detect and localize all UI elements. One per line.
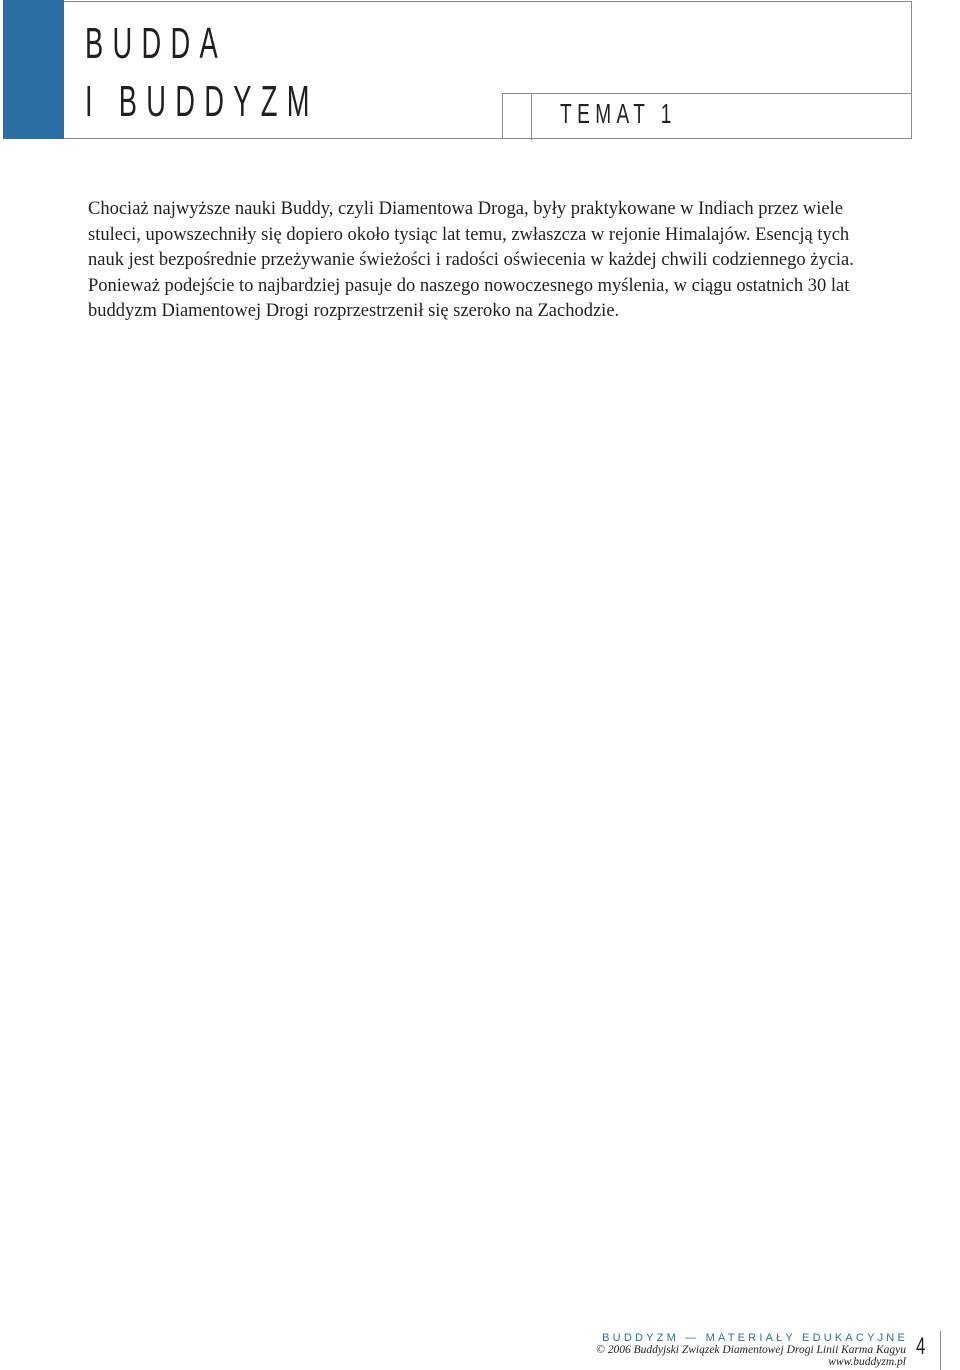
page-title-line-1: BUDDA: [85, 19, 227, 68]
header-accent-bar: [3, 0, 64, 139]
page-title-line-2: I BUDDYZM: [85, 77, 319, 126]
body-paragraph: Chociaż najwyższe nauki Buddy, czyli Diamentowa Droga, były praktykowane w Indiach przez wiele stuleci, upowszechniły się dopiero około tysiąc lat temu, zwłaszcza w rejonie Himalajów. Esencją tych nauk jest bezpośrednie przeżywanie świeżości i radości oświecenia w każdej chwili codziennego życia. Ponieważ podejście to najbardziej pasuje do naszego nowoczesnego myślenia, w ciągu ostatnich 30 lat buddyzm Diamentowej Drogi rozprzestrzenił się szeroko na Zachodzie.: [88, 199, 854, 321]
page-number: 4: [916, 1333, 926, 1360]
footer-url: www.buddyzm.pl: [828, 1356, 906, 1368]
topic-label: TEMAT 1: [560, 98, 677, 129]
footer-series-title: BUDDYZM — MATERIAŁY EDUKACYJNE: [602, 1332, 908, 1344]
footer-copyright: © 2006 Buddyjski Związek Diamentowej Drogi Linii Karma Kagyu: [596, 1344, 906, 1356]
page-number-rule: [940, 1331, 941, 1370]
